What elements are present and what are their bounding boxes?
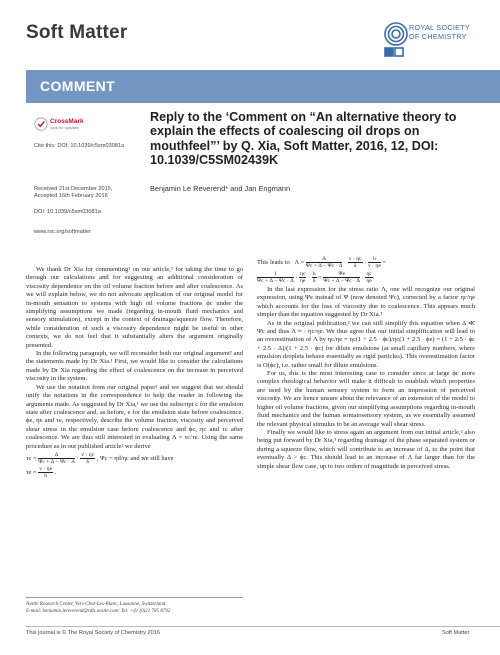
equation-lambda-line-2: $\frac{1}{\Psi c + \Delta - \Psi c \cdot \Delta}$ · $\frac{\eta c}{\eta e}$ · $\frac{h}{\delta}$ = $\frac{\Psi e}{\Psi c + \Delta - \Psi c \cdot \Delta}$ · $\frac{\eta c}{\eta e}$ . (257, 271, 375, 284)
crossmark-icon[interactable] (34, 117, 48, 131)
right-column (257, 256, 475, 471)
crossmark-label[interactable]: CrossMark (50, 118, 84, 125)
left-column (26, 266, 243, 479)
equation-tau-c: τc = $\frac{\Delta}{\Psi c + \Delta - \Psi c \cdot \Delta}$ · $\frac{v \cdot \eta c}{\delta}$ , Ψc = ηd/ηc and we still have (26, 451, 174, 465)
footer-divider (26, 626, 500, 627)
accepted-date: Accepted 16th February 2016 (34, 193, 108, 199)
doi: DOI: 10.1039/c5sm03081a (34, 209, 101, 215)
right-paragraph-2: As in the original publication,² we can still simplify this equation when Δ ≪ Ψc and thus Λ ≈ · ηc/ηe. We thus agree that our initial simplification will lead to an overestimation of Λ by ηc/ηe = ηc(1 + 2.5 · ϕc)/ηc(1 + 2.5 · ϕe) = (1 + 2.5 · ϕc + 2.5 · Δ)/(1 + 2.5 · ϕc) for dilute emulsions (at small capillary numbers, where emulsion droplets behave essentially as rigid particles). This overestimation factor is O(ϕc), i.e. rather small for dilute emulsions. (257, 319, 475, 369)
received-date: Received 21st December 2015, (34, 186, 113, 192)
article-title: Reply to the ‘Comment on “An alternative theory to explain the effects of coalescing oil drops on mouthfeel”’ by Q. Xia, Soft Matter, 2016, 12, DOI: 10.1039/C5SM02439K (150, 110, 457, 167)
left-paragraph-1: We thank Dr Xia for commenting¹ on our article,² for taking the time to go through our calculations and for suggesting an additional consideration of viscosity dependence on the oil volume fraction before and after coalescence. As we will explain below, we do not advocate application of our original model for in-mouth sensation to systems with high oil volume fractions ϕc under the simplifying assumptions we made (regarding in-mouth fluid mechanics and sensory stimulation), except in the context of drainage/squeeze flow. Therefore, while consideration of such a viscosity dependence might be useful in other contexts, we do not feel that it substantially alters the argument originally presented. (26, 266, 243, 349)
article-authors: Benjamin Le Reverend* and Jan Engmann (150, 184, 291, 193)
affiliation-footnote (26, 601, 243, 615)
affiliation-line: Nestlé Research Center, Vers-Chez-Les-Blanc, Lausanne, Switzerland. (26, 602, 167, 607)
crossmark-sub: click for updates (50, 125, 79, 130)
journal-url[interactable]: www.rsc.org/softmatter (34, 229, 91, 235)
equation-tau-e: τe = $\frac{v \cdot \eta e}{h}$ . (26, 465, 57, 479)
footer-journal: Soft Matter (442, 630, 470, 636)
cite-this: Cite this: DOI: 10.1039/c5sm03081a (34, 143, 125, 149)
left-paragraph-3: We use the notation from our original paper² and we suggest that we should unify the notations in the correspondence to help the reader in following the arguments made. As suggested by Dr Xia,¹ we use the subscript c for the emulsion state after coalescence and, as before, e for the emulsion state before coalescence. ϕe, ηe and τe, respectively, describe the volume fraction, viscosity and perceived shear stress in the emulsion case before coalescence and ϕc, ηc and τc after coalescence. We are thus still interested in evaluating Λ = τc/τe. Using the same procedure as in our published article² we derive (26, 383, 243, 450)
section-label: COMMENT (40, 78, 116, 94)
equation-lambda: This leads to Λ = $\frac{\Delta}{\Psi c + \Delta - \Psi c \cdot \Delta}$ · $\frac{v \cdot \eta c}{\delta}$ · $\frac{h}{v \cdot \eta e}$ = (257, 256, 387, 269)
journal-title: Soft Matter (26, 22, 128, 43)
footer-copyright: This journal is © The Royal Society of Chemistry 2016 (26, 630, 160, 636)
right-paragraph-1: In the last expression for the stress ratio Λ, one will recognize our original expression, using Ψe instead of Ψ (now denoted Ψc), corrected by a factor ηc/ηe which accounts for the loss of viscosity due to coalescence. This appears much simpler than the equation suggested by Dr Xia.¹ (257, 286, 475, 319)
rsc-line-2: OF CHEMISTRY (409, 31, 467, 41)
left-paragraph-2: In the following paragraph, we will reconsider both our original argument² and the statements made by Dr Xia.¹ First, we would like to consider the calculations made by Dr Xia regarding the effect of coalescence on the increase in perceived viscosity in the system. (26, 350, 243, 383)
right-paragraph-3: For us, this is the most interesting case to consider since at large ϕc more complex rheological behavior will make it difficult to establish which properties are used by the human sensory system to form an impression of perceived viscosity. We are hence unsure about the relevance of an extension of the model to higher oil volume fractions, given our simplifying assumptions regarding in-mouth fluid mechanics and the human somatosensory system, as we essentially assumed the relevant physical stimulus to be an average wall shear stress. (257, 370, 475, 428)
rsc-line-1: ROYAL SOCIETY (409, 23, 471, 32)
footnote-divider (26, 597, 243, 598)
right-paragraph-4: Finally we would like to stress again an argument from our initial article,² also being put forward by Dr Xia,¹ regarding drainage of the phase separated system or during a squeeze flow, which will contribute to an increase of Δ, to the point that eventually Δ > ϕc. This should lead to an increase of Λ far larger than for the simple shear flow case, up to two orders of magnitude in perceived stress. (257, 428, 475, 470)
rsc-wordmark (409, 24, 470, 41)
contact-line: E-mail: benjamin.lereverend@rdls.nestle.com; Tel: +41 (0)21 785 8792 (26, 609, 171, 614)
